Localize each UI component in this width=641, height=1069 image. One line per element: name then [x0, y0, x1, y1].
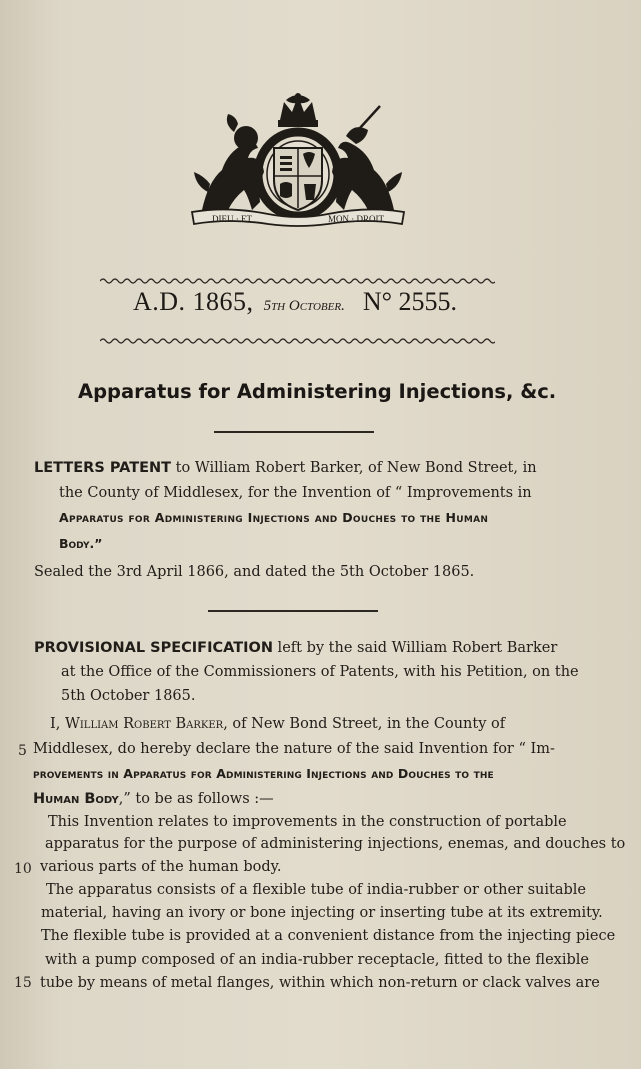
body-line: apparatus for the purpose of administering injections, enemas, and douches to [45, 836, 626, 852]
body-line: various parts of the human body. [40, 859, 282, 875]
line-number: 5 [18, 743, 27, 759]
top-ornamental-rule [100, 275, 495, 285]
provisional-line-2: at the Office of the Commissioners of Patents, with his Petition, on the [61, 664, 579, 680]
body-line: The flexible tube is provided at a convenient distance from the injecting piece [41, 928, 616, 944]
body-line: material, having an ivory or bone injecting or inserting tube at its extremity. [41, 905, 603, 921]
letters-patent-line-3: Apparatus for Administering Injections and Douches to the Human [59, 510, 489, 525]
body-line: Human Body,” to be as follows :— [33, 791, 274, 807]
patent-heading [133, 287, 533, 317]
letters-patent-line-1: LETTERS PATENT to William Robert Barker, of New Bond Street, in [34, 460, 537, 476]
motto-right: MON · DROIT [328, 214, 384, 224]
letters-patent-heading: LETTERS PATENT [34, 460, 172, 476]
provisional-line-3: 5th October 1865. [61, 688, 196, 704]
document-title: Apparatus for Administering Injections, &c. [78, 380, 557, 403]
letters-patent-line-4: Body.” [59, 536, 103, 551]
body-line: Middlesex, do hereby declare the nature of the said Invention for “ Im- [33, 741, 555, 757]
body-line: provements in Apparatus for Administering Injections and Douches to the [33, 766, 494, 781]
section-divider [214, 431, 374, 433]
sealed-date-line: Sealed the 3rd April 1866, and dated the 5th October 1865. [34, 564, 475, 580]
body-line: The apparatus consists of a flexible tube of india-rubber or other suitable [46, 882, 586, 898]
provisional-heading: PROVISIONAL SPECIFICATION [34, 640, 273, 656]
patent-year: A.D. 1865, [133, 287, 254, 316]
line-number: 15 [14, 975, 32, 991]
patent-date: 5th October. [263, 298, 345, 314]
letters-patent-line-2: the County of Middlesex, for the Invention of “ Improvements in [59, 485, 532, 501]
body-line: I, William Robert Barker, of New Bond Street, in the County of [50, 716, 506, 732]
motto-left: DIEU · ET [212, 214, 252, 224]
body-line: tube by means of metal flanges, within which non-return or clack valves are [40, 975, 600, 991]
body-line: with a pump composed of an india-rubber receptacle, fitted to the flexible [45, 952, 589, 968]
patent-number: N° 2555. [362, 287, 458, 316]
line-number: 10 [14, 861, 32, 877]
section-divider [208, 610, 378, 612]
bottom-ornamental-rule [100, 336, 495, 346]
provisional-line-1: PROVISIONAL SPECIFICATION left by the said William Robert Barker [34, 640, 558, 656]
inventor-name: William Robert Barker [64, 716, 224, 732]
body-line: This Invention relates to improvements in the construction of portable [48, 814, 567, 830]
royal-coat-of-arms-icon [188, 92, 408, 227]
